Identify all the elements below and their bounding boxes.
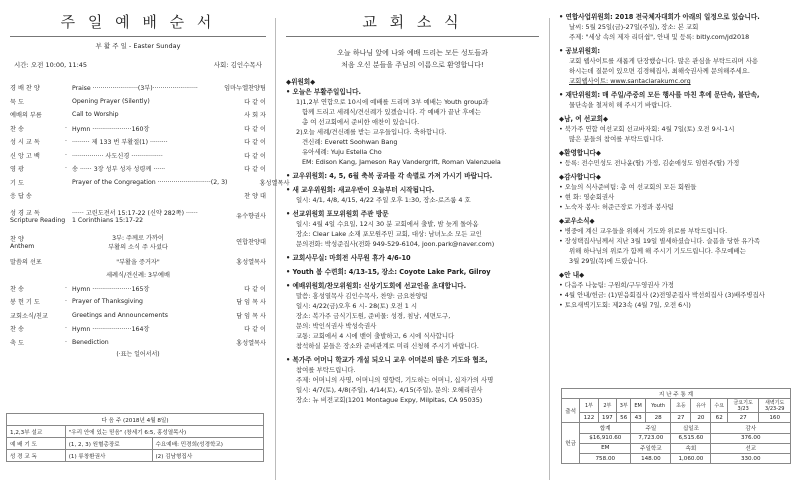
order-item: [4, 149, 272, 163]
order-item-detail: Praise ·······················(3부)·······················: [72, 85, 198, 93]
offering-amount: $16,910.60: [580, 433, 631, 443]
standing-mark: ·: [65, 138, 67, 146]
attendance-column: Youth: [645, 399, 670, 413]
website-link[interactable]: 교회웹사이트: www.santaclarakumc.org: [569, 77, 691, 85]
order-item-detail: 송 ······ 3장 성부 성자 성령께 ······: [72, 166, 166, 174]
section-heading: ◆위원회◆: [286, 78, 316, 86]
news-item-heading: • 공보위원회:: [559, 47, 600, 55]
attendance-column: 2부: [598, 399, 616, 413]
news-line: 일시: 4/7(토), 4/8(주일), 4/14(토), 4/15(주일), 문의: 오혜리권사: [296, 386, 483, 394]
news-line: 주제: "세상 속의 제자 리더쉽", 안내 및 등록: bitly.com/jd2018: [569, 33, 750, 41]
order-item: [4, 229, 272, 255]
order-item-label-ko: 찬 양: [10, 235, 24, 243]
next-week-cell: (2) 김남형집사: [152, 450, 264, 462]
news-line: 유아세례: Yuju Estella Cho: [302, 148, 382, 156]
news-item-heading: • 연합사업위원회: 2018 전국체자대회가 아래의 일정으로 있습니다.: [559, 13, 760, 21]
committee-section: [286, 77, 541, 167]
news-line: 문의: 박인식권사 박성숙권사: [296, 322, 377, 330]
offering-category: 선교: [711, 443, 791, 453]
order-item: [4, 122, 272, 136]
news-item-heading: • 선교위원회 포모위원회 주관 방문: [286, 210, 389, 218]
order-item-label: 성 시 교 독: [10, 139, 40, 147]
news-item-heading: • 오늘은 부활주일입니다.: [286, 88, 362, 96]
intro-line: 처음 오신 분들을 주님의 이름으로 환영합니다!: [341, 61, 484, 69]
news-item-heading: • 복가주 어머니 학교가 개설 되오니 교우 어머분의 많은 기도와 협조,: [286, 356, 488, 364]
news-item-heading: • Youth 봄 수련회: 4/13-15, 장소: Coyote Lake Park, Gilroy: [286, 268, 491, 276]
order-item-detail: [72, 233, 204, 251]
detail-line: 3부: 주께로 가까이: [112, 234, 164, 242]
section-heading: ◆남, 여 선교회◆: [559, 115, 609, 123]
offering-amount: 376.00: [711, 433, 791, 443]
next-week-header: 다 음 주 (2018년 4월 8일): [7, 414, 264, 426]
attendance-value: 28: [645, 413, 670, 423]
news-line: • 장성택집사님께서 지난 3월 19일 별세하셨습니다. 슬픔을 당한 유가족: [559, 237, 760, 245]
news-line: 2)오늘 세례/견신례를 받는 교우들입니다. 축하합니다.: [296, 128, 447, 136]
order-item-label: [10, 208, 66, 224]
offering-category: 주일: [631, 423, 671, 433]
order-item-detail: 세례식/견신례: 3부예배: [106, 272, 170, 280]
order-item-label: 응 답 송: [10, 193, 32, 201]
order-item: [4, 176, 290, 190]
attendance-value: 160: [759, 413, 791, 423]
order-item-label-ko: 성 경 교 독: [10, 209, 40, 217]
order-item-label: 신 앙 고 백: [10, 152, 40, 160]
news-item-heading: • 교우위원회: 4, 5, 6월 축복 공과를 각 속별로 가져 가시기 바랍니다.: [286, 172, 493, 180]
order-item-detail: Opening Prayer (Silently): [72, 97, 150, 105]
order-item-detail: Prayer of the Congregation ···························(2, 3): [72, 178, 228, 186]
news-line: 1)1,2부 연합으로 10시에 예배를 드리며 3부 예배는 Youth group과: [296, 98, 489, 106]
order-item-leader: 홍성열목사: [236, 258, 266, 266]
order-item-detail: Call to Worship: [72, 111, 119, 119]
news-line: 물단속을 철저히 해 주시기 바랍니다.: [569, 101, 672, 109]
standing-mark: ·: [65, 284, 67, 292]
news-line: 위해 하나님의 위로가 함께 해 주시기 기도드립니다. 추모예배는: [569, 247, 746, 255]
standing-mark: ·: [65, 151, 67, 159]
standing-mark: ·: [65, 124, 67, 132]
order-item-label: 찬 송: [10, 285, 24, 293]
order-item: [4, 322, 272, 336]
section-heading: ◆환영합니다◆: [559, 149, 601, 157]
offering-category: 감사: [711, 423, 791, 433]
news-line: 날씨: 5월 25일(금)-27일(주일), 장소: 본 교회: [569, 23, 699, 31]
attendance-value: 62: [711, 413, 728, 423]
offering-category: 합계: [580, 423, 631, 433]
order-item-detail: ················ 사도신경 ················: [72, 152, 163, 160]
order-item: [4, 282, 272, 296]
order-item-label: 봉 헌 기 도: [10, 299, 40, 307]
order-item-leader: 다 같 이: [244, 152, 266, 160]
order-item-detail: "부활을 증거자": [116, 258, 160, 266]
order-item-label: [10, 234, 60, 250]
news-item-heading: • 새 교우위원회: 새교우반이 오늘부터 시작됩니다.: [286, 186, 435, 194]
order-item-leader: 다 같 이: [244, 139, 266, 147]
order-item-label: 말씀의 선포: [10, 258, 42, 266]
order-item-label: 축 도: [10, 339, 24, 347]
attendance-column: 3부: [617, 399, 631, 413]
service-time: 시간: 오전 10:00, 11:45: [14, 61, 88, 69]
offering-amount: 758.00: [580, 453, 631, 463]
news-line: • 현 화: 영순회권사: [559, 193, 615, 201]
order-list: [4, 81, 290, 349]
order-item-leader: 임마누엘찬양팀: [224, 85, 266, 93]
next-week-cell: 1,2,3부 설교: [7, 426, 66, 438]
section-heading: ◆안 내◆: [559, 271, 585, 279]
weekly-stats-table: [561, 388, 791, 464]
standing-mark: ·: [65, 325, 67, 333]
news-continued: [553, 0, 796, 486]
attendance-value: 27: [727, 413, 758, 423]
news-line: 교회 웹사이트를 새롭게 단장했습니다. 많은 관심을 부탁드리며 사용: [569, 57, 759, 65]
order-item-detail: Greetings and Announcements: [72, 311, 168, 319]
offering-amount: 1,060.00: [671, 453, 711, 463]
next-week-cell: "우리 안에 있는 믿음" (창세기 6:5, 홍성열목사): [65, 426, 263, 438]
news-line: 많은 분들의 참여를 부탁드립니다.: [569, 135, 664, 143]
offering-amount: 148.00: [631, 453, 671, 463]
attendance-value: 27: [671, 413, 691, 423]
order-item-detail: Hymn ····················160장: [72, 125, 150, 133]
order-item-leader: 담 임 목 사: [236, 299, 266, 307]
news-line: 장소: Clear Lake 소재 포모원주민 교회, 대상: 남녀노소 모든 교인: [296, 230, 482, 238]
order-item-leader: 다 같 이: [244, 98, 266, 106]
news-line: 참석하실 분들은 장소와 준비관계로 미리 신청해 주시기 바랍니다.: [296, 342, 479, 350]
attendance-column: 초등: [671, 399, 691, 413]
order-item-leader: 찬 양 대: [244, 193, 266, 201]
news-line: • 병중에 계신 교우들을 위해서 기도와 위로를 부탁드립니다.: [559, 227, 728, 235]
order-item-label: 찬 송: [10, 326, 24, 334]
news-line: 말씀: 홍성열목사 김인수목사, 찬양: 금요찬양팀: [296, 292, 428, 300]
order-item-detail: Hymn ····················165장: [72, 285, 150, 293]
news-line: 함께 드리고 세례식/견신례가 있겠습니다. 각 예배가 끝난 후에는: [302, 108, 481, 116]
attendance-value: 20: [691, 413, 711, 423]
next-week-cell: (1, 2, 3) 원혈총장로: [65, 438, 152, 450]
news-line: 장소: 뉴 비전교회(1201 Montague Expy, Milpitas, CA 95035): [296, 396, 483, 404]
news-line: 일시: 4/1, 4/8, 4/15, 4/22 주일 오후 1:30, 장소-로즈룸 4 호: [296, 196, 471, 204]
attendance-column: EM: [631, 399, 646, 413]
next-week-cell: 예 배 기 도: [7, 438, 66, 450]
order-item-label-en: Anthem: [10, 242, 35, 250]
church-news: [280, 0, 545, 486]
order-item-detail: [72, 208, 204, 224]
news-line: 3월 29일(목)에 드렸습니다.: [569, 257, 648, 265]
order-item-label: 경 배 찬 양: [10, 85, 40, 93]
attendance-value: 43: [631, 413, 646, 423]
news-line: 하시는데 질문이 있으면 김경혜집사, 최해숙권사께 문의해주세요.: [569, 67, 750, 75]
detail-line: ······ 고린도전서 15:17-22 (신약 282쪽) ······: [72, 209, 198, 217]
attendance-value: 122: [580, 413, 598, 423]
news-line: 장소: 복가주 금식기도원, 준비물: 성경, 침낭, 세면도구,: [296, 312, 451, 320]
news-line: • 북가주 연합 여선교회 선교바자회: 4월 7일(토) 오전 9시-1시: [559, 125, 735, 133]
order-item-leader: 사 회 자: [244, 112, 266, 120]
order-item: [4, 108, 272, 122]
next-week-cell: 성 경 교 독: [7, 450, 66, 462]
order-item-detail: ········· 제 133 번 부활절(1) ·········: [72, 139, 168, 147]
order-item-label: 예배의 부름: [10, 112, 42, 120]
standing-mark: ·: [65, 338, 67, 346]
offering-category: 십일조: [671, 423, 711, 433]
news-line: • 등록: 전수민성도 전나윤(딸) 가정, 김순애성도 임현주(딸) 가정: [559, 159, 740, 167]
order-item-leader: 홍성열목사: [259, 179, 290, 187]
order-item-leader: 담 임 목 사: [236, 312, 266, 320]
detail-line: 1 Corinthians 15:17-22: [72, 216, 144, 224]
order-title: 주 일 예 배 순 서: [60, 13, 216, 31]
attendance-column: 유아: [691, 399, 711, 413]
next-week-cell: 수요예배: 민경희(성경학교): [152, 438, 264, 450]
news-item-heading: • 예배위원회/찬모위원회: 신상기도회에 선교인을 초대합니다.: [286, 282, 467, 290]
offering-amount: 330.00: [711, 453, 791, 463]
order-item-leader: 다 같 이: [244, 285, 266, 293]
news-line: 주제: 어머니의 사명, 어머니의 영향력, 기도하는 어머니, 십자가의 사명: [296, 376, 494, 384]
news-item-heading: • 교회사무실: 마회전 사무원 휴가 4/6-10: [286, 254, 411, 262]
attendance-label: 출석: [562, 399, 580, 423]
offering-amount: 6,515.60: [671, 433, 711, 443]
order-item-label: 교회소식/친교: [10, 312, 48, 320]
order-item-detail: Hymn ····················164장: [72, 326, 150, 334]
stats-header: 지 난 주 통 계: [562, 389, 791, 399]
news-line: • 다음주 나눔팀: 구원희/구두영권사 가정: [559, 281, 674, 289]
offering-category: 속회: [671, 443, 711, 453]
order-item-leader: 다 같 이: [244, 326, 266, 334]
next-week-table: [6, 413, 264, 462]
offering-label: 헌금: [562, 423, 580, 464]
attendance-column: 수요: [711, 399, 728, 413]
order-item-label: 찬 송: [10, 125, 24, 133]
standing-note: (·표는 일어서서): [116, 351, 160, 358]
news-line: 견신례: Everett Soohwan Bang: [302, 138, 398, 146]
order-item: [4, 336, 272, 350]
order-subtitle: 부 활 주 일 - Easter Sunday: [95, 42, 181, 50]
order-item: [4, 162, 272, 176]
news-item-heading: • 재단위원회: 매 주일/주중의 모든 행사를 마친 후에 문단속, 불단속,: [559, 91, 760, 99]
attendance-value: 197: [598, 413, 616, 423]
order-item-leader: 홍성열목사: [236, 339, 266, 347]
news-title: 교 회 소 식: [362, 13, 463, 31]
order-item-label: 기 도: [10, 179, 24, 187]
news-line: • 오늘의 식사준비팀: 총 여 선교회의 모든 회원들: [559, 183, 697, 191]
order-item: [4, 135, 272, 149]
detail-line: 부활의 소식 주 사셨다: [108, 243, 168, 251]
news-line: 참여를 부탁드립니다.: [296, 366, 356, 374]
order-item-label-en: Scripture Reading: [10, 216, 66, 224]
order-item: [4, 268, 272, 282]
next-week-cell: (1) 류창환권사: [65, 450, 152, 462]
attendance-column: 새벽기도 3/23-29: [759, 399, 791, 413]
order-item: [4, 255, 272, 269]
order-item-label: 영 광: [10, 166, 24, 174]
offering-category: EM: [580, 443, 631, 453]
order-item-detail: Benediction: [72, 338, 109, 346]
section-heading: ◆감사합니다◆: [559, 173, 601, 181]
order-item: [4, 189, 272, 203]
order-item: [4, 309, 272, 323]
news-line: 일시: 4/22(금)오후 6 시- 28(토) 오전 1 시: [296, 302, 417, 310]
order-item: [4, 81, 272, 95]
intro-line: 오늘 하나님 앞에 나와 예배 드리는 모든 성도들과: [337, 49, 488, 57]
attendance-value: 56: [617, 413, 631, 423]
standing-mark: ·: [65, 165, 67, 173]
news-line: 일시: 4월 4일 수요일, 12시 30 분 교회에서 출발, 밤 늦게 돌아옴: [296, 220, 479, 228]
order-item-leader: 다 같 이: [244, 125, 266, 133]
order-item: [4, 295, 272, 309]
news-line: 교통: 교회에서 4 시에 밴이 출발하고, 6 시에 식사합니다: [296, 332, 455, 340]
news-line: • 토요새벽기도회: 제23속 (4월 7일, 오전 6시): [559, 301, 691, 309]
service-host: 사회: 김인수목사: [213, 61, 262, 69]
order-item-leader: 다 같 이: [244, 166, 266, 174]
offering-category: 주일학교: [631, 443, 671, 453]
order-item: [4, 203, 272, 229]
order-item-label: 묵 도: [10, 98, 24, 106]
attendance-column: 1부: [580, 399, 598, 413]
order-item-leader: 유수향권사: [236, 213, 266, 220]
section-heading: ◆교우소식◆: [559, 217, 595, 225]
news-line: • 4월 안내/헌금: (1)믿음회집사 (2)전영준집사 박선희집사 (3)배주병집사: [559, 291, 765, 299]
order-item: [4, 95, 272, 109]
news-intro: [284, 47, 541, 71]
news-line: 총 여 선교회에서 준비한 애찬이 있습니다.: [302, 118, 420, 126]
news-line: • 노숙자 봉사: 허준근장로 가정과 봉사팀: [559, 203, 674, 211]
order-item-detail: Prayer of Thanksgiving: [72, 298, 143, 306]
news-line: 문의전화: 박성준집사(전화 949-529-6104, joon.park@naver.com): [296, 240, 495, 248]
attendance-column: 금요기도 3/23: [727, 399, 758, 413]
order-item-leader: 연합찬양대: [236, 239, 266, 246]
news-line: EM: Edison Kang, Jameson Ray Vandergrift, Roman Valenzuela: [302, 158, 501, 166]
offering-amount: 7,723.00: [631, 433, 671, 443]
standing-mark: ·: [65, 298, 67, 306]
